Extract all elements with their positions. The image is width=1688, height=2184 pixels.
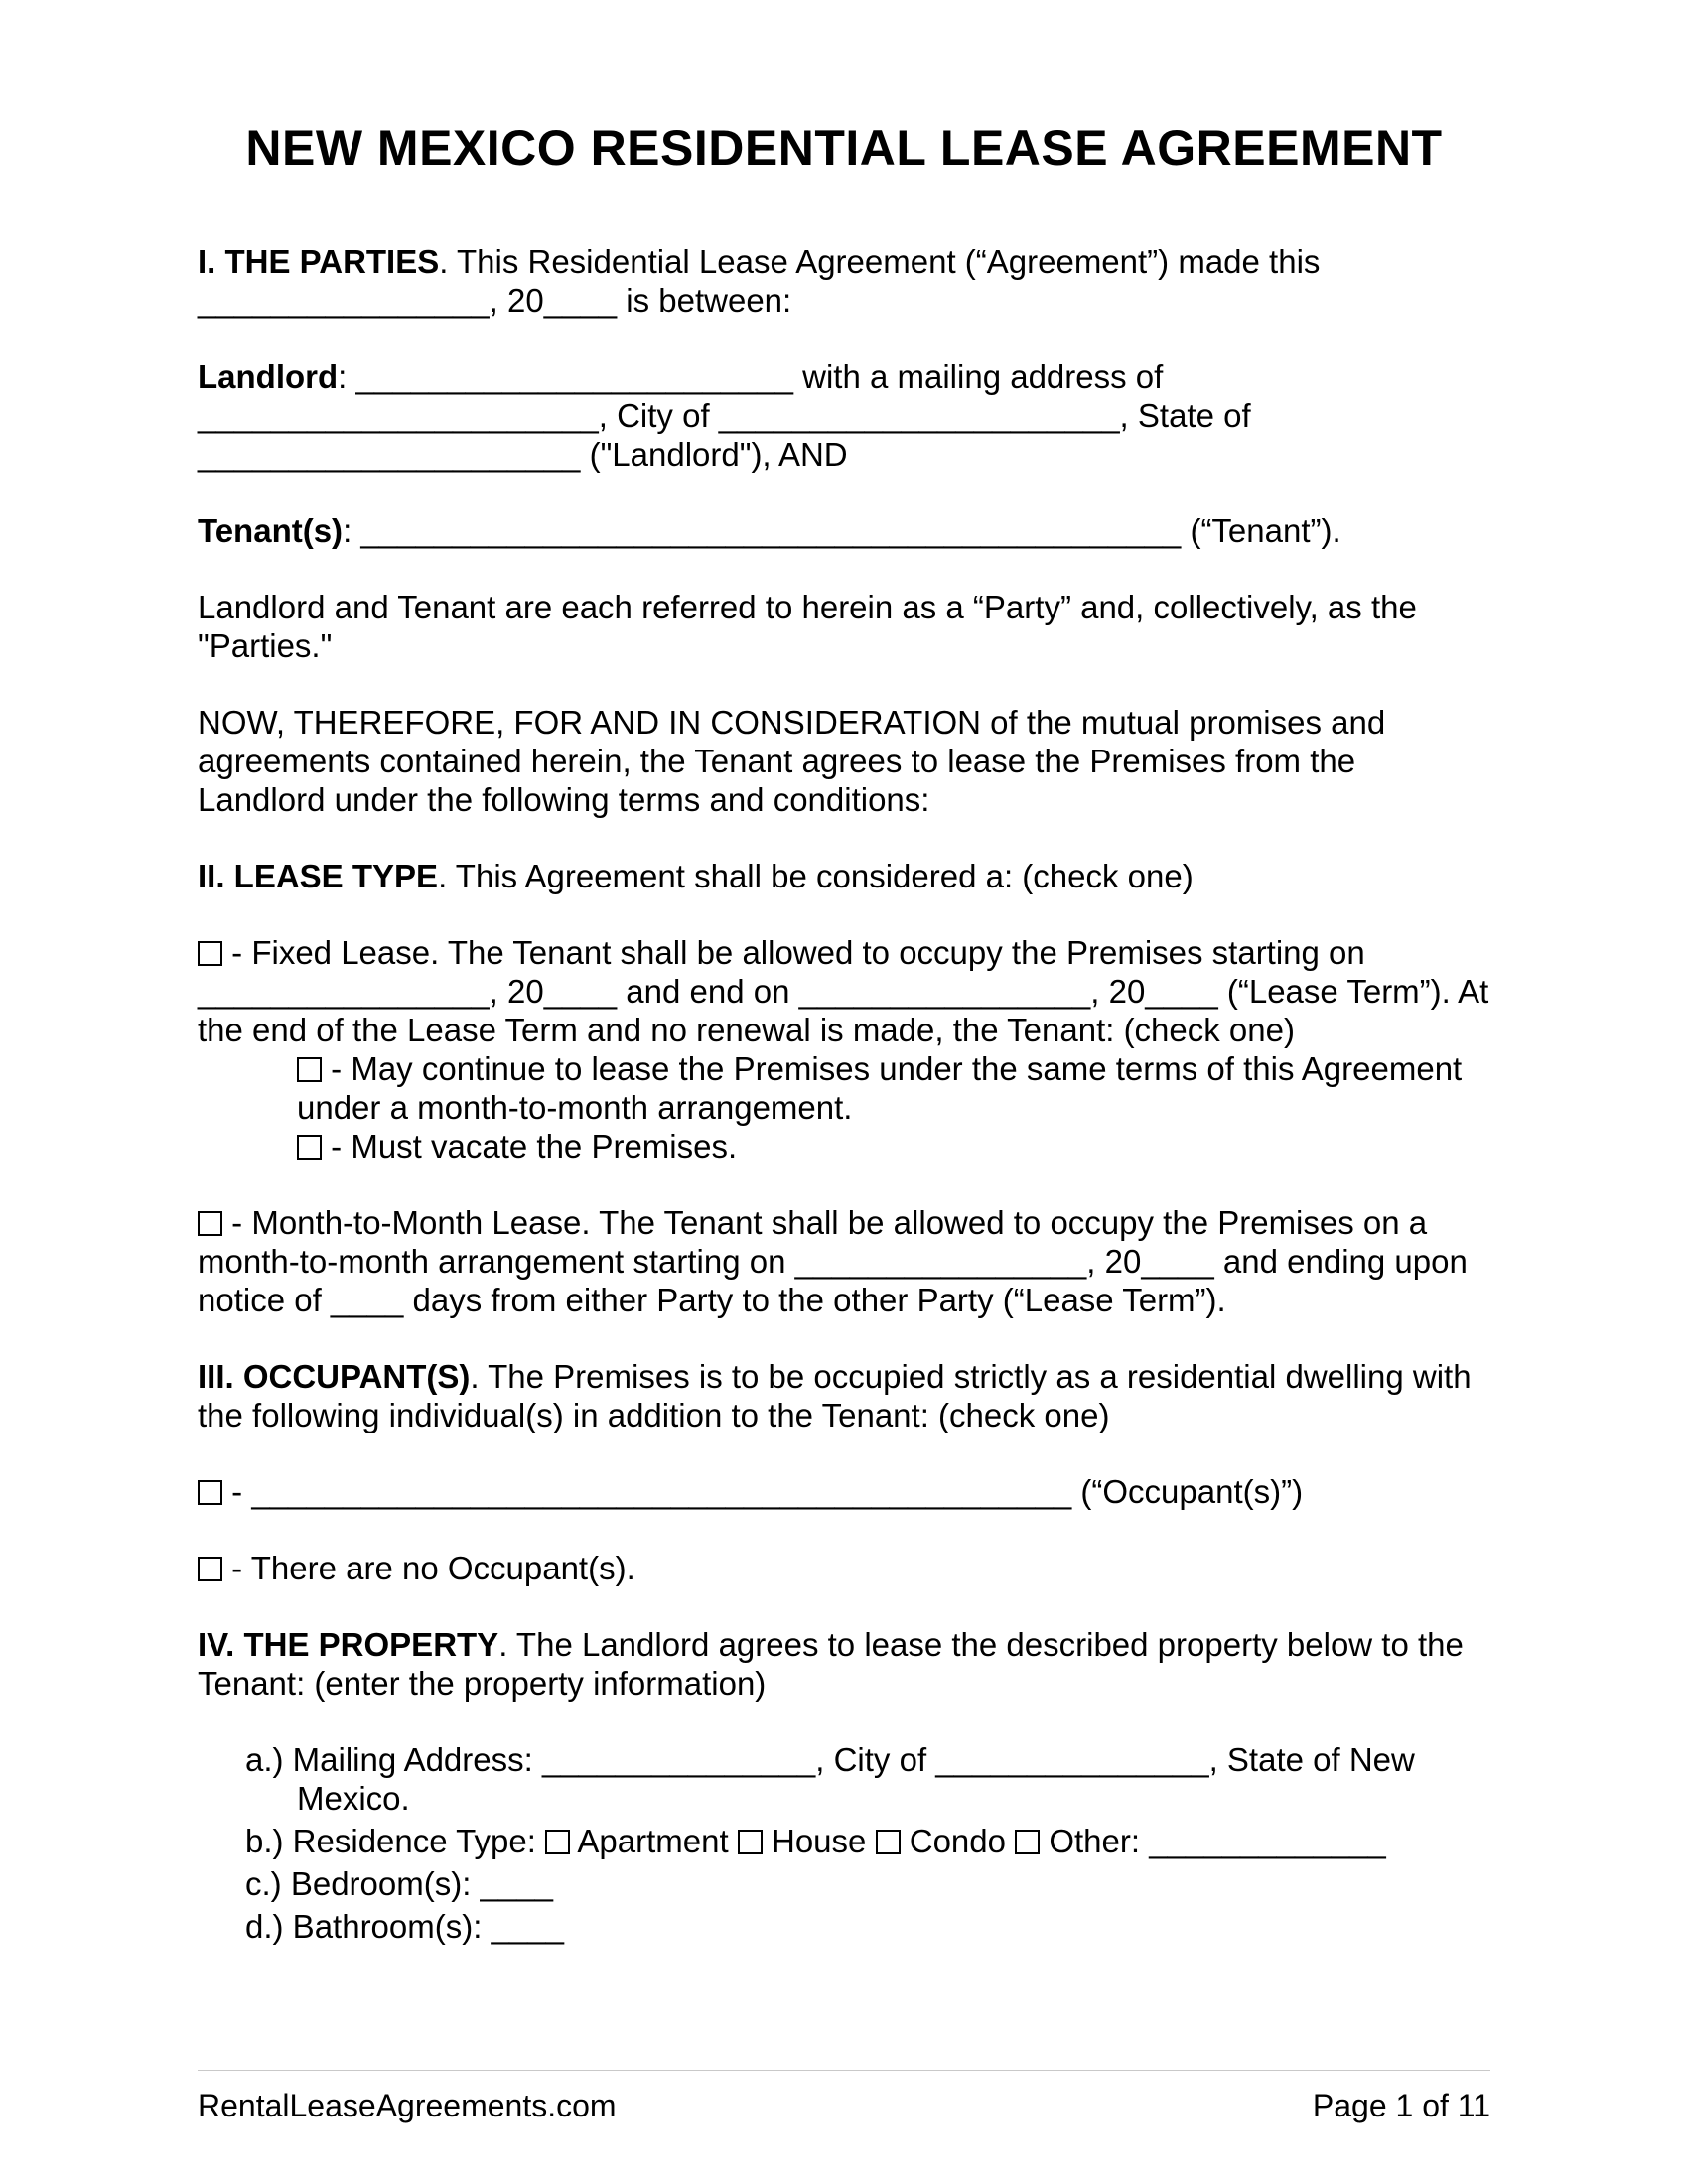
property-item-bathrooms: d.) Bathroom(s): ____ [245, 1908, 564, 1945]
occupants-named-checkbox-icon[interactable] [198, 1480, 222, 1505]
fixed-lease-vacate-text: - Must vacate the Premises. [322, 1128, 738, 1164]
footer-site-name: RentalLeaseAgreements.com [198, 2088, 617, 2123]
residence-type-label: b.) Residence Type: [245, 1823, 546, 1859]
house-checkbox-icon[interactable] [738, 1830, 763, 1854]
other-checkbox-icon[interactable] [1015, 1830, 1040, 1854]
page-footer [198, 2070, 1490, 2124]
section-lease-type-heading: II. LEASE TYPE [198, 858, 439, 894]
house-label: House [762, 1823, 876, 1859]
fixed-lease-option [198, 933, 1490, 1049]
tenant-clause [198, 511, 1490, 550]
property-item-residence-type [198, 1822, 1490, 1860]
month-to-month-text: - Month-to-Month Lease. The Tenant shall be allowed to occupy the Premises on a month-to-month arrangement starting on ________________, 20____ and ending upon notice of ____ days from either Party to the other Party (“Lease Term”). [198, 1204, 1468, 1318]
footer-page-number: Page 1 of 11 [1312, 2088, 1490, 2123]
landlord-label: Landlord [198, 358, 339, 395]
property-item-mailing-address: a.) Mailing Address: _______________, City of _______________, State of New Mexico. [245, 1741, 1415, 1817]
section-property-text: . The Landlord agrees to lease the described property below to the Tenant: (enter the property information) [198, 1626, 1464, 1702]
fixed-lease-checkbox-icon[interactable] [198, 941, 222, 966]
landlord-clause [198, 357, 1490, 474]
consideration-clause: NOW, THEREFORE, FOR AND IN CONSIDERATION of the mutual promises and agreements contained herein, the Tenant agrees to lease the Premises from the Landlord under the following terms and conditions: [198, 704, 1386, 818]
section-occupants [198, 1357, 1490, 1434]
section-occupants-text: . The Premises is to be occupied strictly as a residential dwelling with the following individual(s) in addition to the Tenant: (check one) [198, 1358, 1472, 1433]
tenant-label: Tenant(s) [198, 512, 344, 549]
condo-checkbox-icon[interactable] [876, 1830, 901, 1854]
occupants-none-option [198, 1549, 1490, 1587]
tenant-text: : _____________________________________________ (“Tenant”). [343, 512, 1341, 549]
fixed-lease-vacate-option [198, 1127, 1490, 1165]
apartment-checkbox-icon[interactable] [545, 1830, 570, 1854]
occupants-named-text: - _____________________________________________ (“Occupant(s)”) [222, 1473, 1304, 1510]
parties-reference-clause: Landlord and Tenant are each referred to herein as a “Party” and, collectively, as the "Parties." [198, 589, 1417, 664]
section-lease-type-text: . This Agreement shall be considered a: (check one) [438, 858, 1194, 894]
fixed-lease-text: - Fixed Lease. The Tenant shall be allowed to occupy the Premises starting on ________________, 20____ and end on ________________, 20____ (“Lease Term”). At the end of the Lease Term and no renewal is made, the Tenant: (check one) [198, 934, 1489, 1048]
section-lease-type [198, 857, 1490, 895]
section-occupants-heading: III. OCCUPANT(S) [198, 1358, 471, 1395]
apartment-label: Apartment [570, 1823, 738, 1859]
condo-label: Condo [900, 1823, 1016, 1859]
property-item-bedrooms: c.) Bedroom(s): ____ [245, 1865, 553, 1902]
month-to-month-checkbox-icon[interactable] [198, 1211, 222, 1236]
must-vacate-checkbox-icon[interactable] [297, 1135, 322, 1160]
occupants-none-text: - There are no Occupant(s). [222, 1550, 635, 1586]
other-label: Other: _____________ [1040, 1823, 1386, 1859]
fixed-lease-continue-text: - May continue to lease the Premises under the same terms of this Agreement under a month-to-month arrangement. [297, 1050, 1463, 1126]
section-parties-text: . This Residential Lease Agreement (“Agreement”) made this ________________, 20____ is between: [198, 243, 1321, 319]
occupants-none-checkbox-icon[interactable] [198, 1557, 222, 1581]
fixed-lease-continue-option [198, 1049, 1490, 1127]
occupants-named-option [198, 1472, 1490, 1511]
landlord-text: : ________________________ with a mailing address of ______________________, City of ______________________, State of _____________________ ("Landlord"), AND [198, 358, 1251, 473]
month-to-month-option [198, 1203, 1490, 1319]
section-property [198, 1625, 1490, 1703]
continue-month-to-month-checkbox-icon[interactable] [297, 1057, 322, 1082]
section-property-heading: IV. THE PROPERTY [198, 1626, 499, 1663]
document-title: NEW MEXICO RESIDENTIAL LEASE AGREEMENT [245, 120, 1443, 176]
section-parties-heading: I. THE PARTIES [198, 243, 440, 280]
section-parties [198, 242, 1490, 320]
